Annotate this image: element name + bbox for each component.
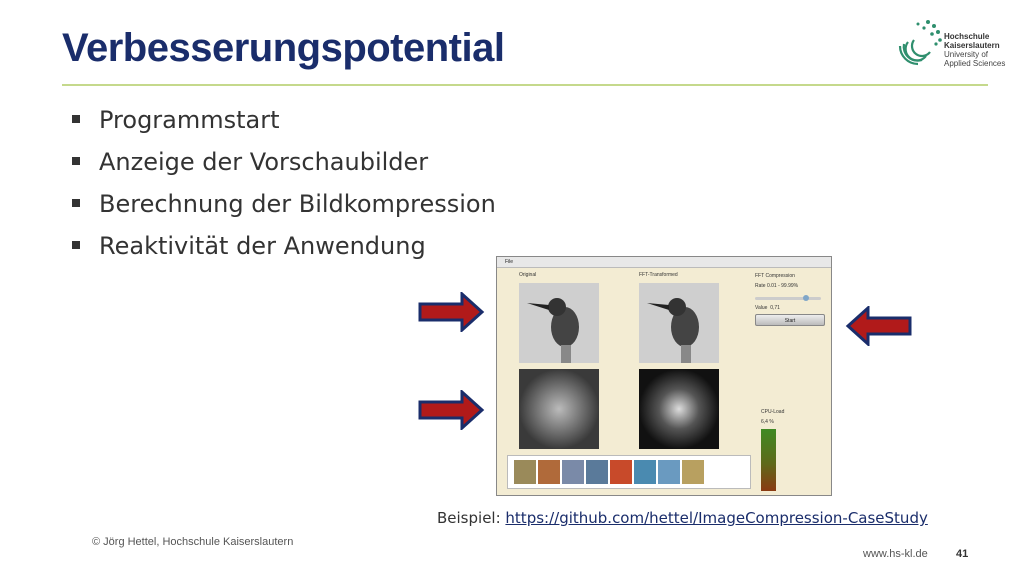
logo-line-3: University of	[944, 50, 989, 59]
thumbnail[interactable]	[514, 460, 536, 484]
title-underline	[62, 84, 988, 86]
original-spectrum-image	[519, 369, 599, 449]
caption-prefix: Beispiel:	[437, 509, 506, 527]
logo-line-2: Kaiserslautern	[944, 41, 1000, 50]
original-image	[519, 283, 599, 363]
github-link[interactable]: https://github.com/hettel/ImageCompression-CaseStudy	[505, 509, 928, 527]
transformed-spectrum-image	[639, 369, 719, 449]
logo-line-1: Hochschule	[944, 32, 990, 41]
thumbnail[interactable]	[586, 460, 608, 484]
right-arrow-icon	[416, 390, 486, 430]
app-menubar	[497, 257, 831, 268]
value-display: 0,71	[770, 305, 780, 311]
rate-label: Rate 0.01 - 99.99%	[755, 283, 799, 289]
thumbnail[interactable]	[682, 460, 704, 484]
thumbnail[interactable]	[634, 460, 656, 484]
start-button[interactable]: Start	[755, 314, 825, 326]
bullet-list	[70, 106, 496, 274]
rate-slider[interactable]	[755, 297, 821, 300]
bullet-item	[70, 106, 496, 148]
original-label: Original	[519, 272, 537, 278]
bullet-item	[70, 232, 496, 274]
value-label: Value	[755, 305, 768, 311]
thumbnail[interactable]	[658, 460, 680, 484]
example-caption	[437, 509, 928, 527]
fft-transformed-image	[639, 283, 719, 363]
thumbnail[interactable]	[562, 460, 584, 484]
cpu-load-value: 6,4 %	[761, 419, 774, 425]
bullet-text: Berechnung der Bildkompression	[99, 190, 496, 218]
logo-text	[944, 32, 1005, 68]
footer-copyright: © Jörg Hettel, Hochschule Kaiserslautern	[92, 536, 294, 548]
cpu-load-label: CPU-Load	[761, 409, 785, 415]
footer-url: www.hs-kl.de	[863, 548, 928, 560]
bullet-item	[70, 148, 496, 190]
app-screenshot	[496, 256, 832, 496]
bullet-text: Anzeige der Vorschaubilder	[99, 148, 429, 176]
bullet-marker-icon	[72, 199, 80, 207]
value-row	[755, 305, 780, 311]
thumbnail[interactable]	[610, 460, 632, 484]
bullet-text: Programmstart	[99, 106, 280, 134]
bullet-marker-icon	[72, 157, 80, 165]
cpu-load-bar	[761, 429, 776, 491]
slider-knob[interactable]	[803, 295, 809, 301]
page-number: 41	[956, 548, 969, 560]
slide-title: Verbesserungspotential	[62, 26, 505, 70]
thumbnail[interactable]	[538, 460, 560, 484]
left-arrow-icon	[844, 306, 914, 346]
logo-line-4: Applied Sciences	[944, 59, 1006, 68]
right-arrow-icon	[416, 292, 486, 332]
thumbnail-strip[interactable]	[507, 455, 751, 489]
transformed-label: FFT-Transformed	[639, 272, 678, 278]
bullet-marker-icon	[72, 115, 80, 123]
panel-title: FFT Compression	[755, 273, 795, 279]
bullet-marker-icon	[72, 241, 80, 249]
app-menu-file[interactable]: File	[505, 259, 514, 265]
bullet-text: Reaktivität der Anwendung	[99, 232, 426, 260]
bullet-item	[70, 190, 496, 232]
fft-control-panel	[755, 273, 827, 289]
